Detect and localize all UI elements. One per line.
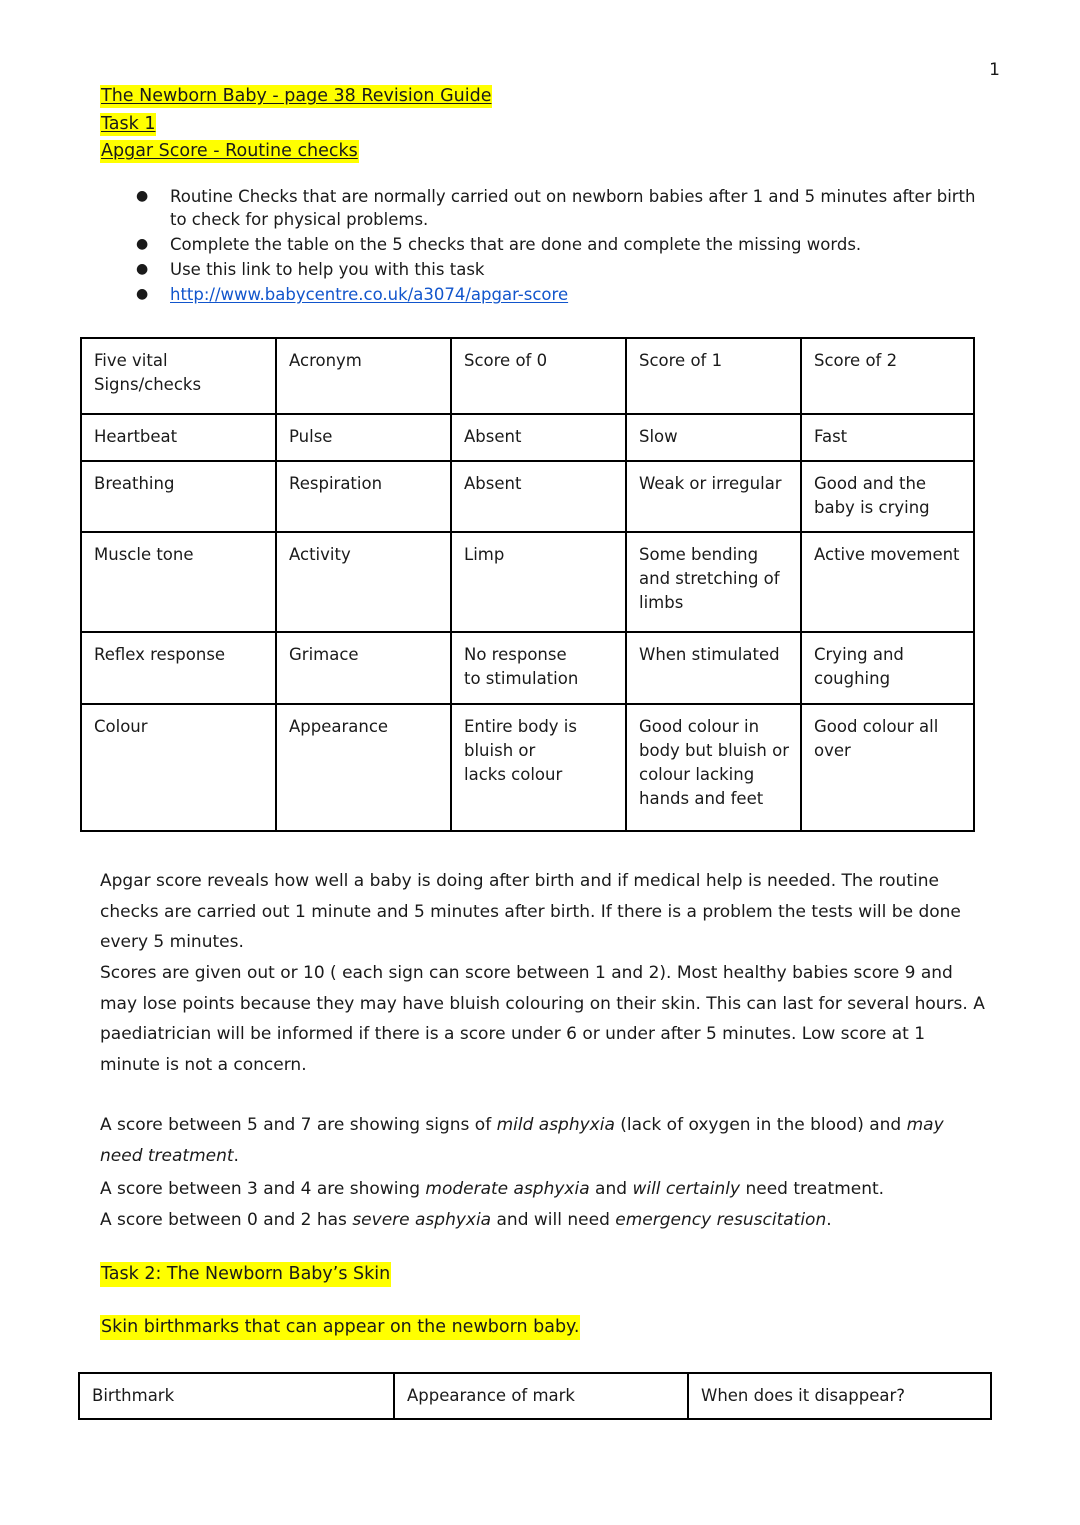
table-row: [81, 632, 974, 704]
cell-acronym: Activity: [276, 532, 451, 632]
cell-score-1: Weak or irregular: [626, 461, 801, 532]
cell-score-0: [451, 704, 626, 831]
document-title-text: The Newborn Baby - page 38 Revision Guide: [101, 86, 492, 106]
table-header-row: [79, 1373, 991, 1419]
column-header-disappear: When does it disappear?: [688, 1373, 991, 1419]
document-title: [100, 88, 980, 106]
column-header-score-1: Score of 1: [626, 338, 801, 414]
emphasis-mild-asphyxia: mild asphyxia: [496, 1115, 615, 1135]
bullet-icon: ●: [136, 236, 149, 252]
cell-score-0: Absent: [451, 414, 626, 461]
babycentre-apgar-link[interactable]: http://www.babycentre.co.uk/a3074/apgar-score: [170, 285, 569, 304]
list-item-text: Complete the table on the 5 checks that are done and complete the missing words.: [170, 235, 862, 254]
table-row: [81, 532, 974, 632]
paragraph-scoring-details: Scores are given out or 10 ( each sign can score between 1 and 2). Most healthy babies score 9 and may lose points because they may have bluish colouring on their skin. This can last for several hours. A paediatrician will be informed if there is a score under 6 or under after 5 minutes. Low score at 1 minute is not a concern.: [100, 963, 985, 1075]
bullet-icon: ●: [136, 188, 149, 204]
cell-line-1: No response: [464, 645, 567, 664]
cell-line-2: bluish or: [464, 741, 536, 760]
column-header-line-1: Five vital: [94, 351, 168, 370]
emphasis-will-certainly: will certainly: [632, 1179, 741, 1199]
paragraph-moderate-asphyxia: [100, 1174, 985, 1205]
text-part: and will need: [491, 1210, 616, 1230]
cell-score-2: Fast: [801, 414, 974, 461]
cell-score-2: Crying and coughing: [801, 632, 974, 704]
cell-sign: Breathing: [81, 461, 276, 532]
column-header-appearance: Appearance of mark: [394, 1373, 688, 1419]
task-1-heading-text: Task 1: [101, 113, 156, 134]
emphasis-moderate-asphyxia: moderate asphyxia: [425, 1179, 590, 1199]
task-2-subheading-text: Skin birthmarks that can appear on the newborn baby.: [100, 1315, 580, 1340]
cell-line-3: lacks colour: [464, 765, 563, 784]
table-row: [81, 414, 974, 461]
paragraph-severe-asphyxia: [100, 1205, 985, 1236]
cell-score-2: Good and the baby is crying: [801, 461, 974, 532]
cell-acronym: Grimace: [276, 632, 451, 704]
list-item: [100, 185, 990, 231]
birthmark-table: [78, 1372, 992, 1420]
text-part: (lack of oxygen in the blood) and: [614, 1115, 907, 1135]
column-header-acronym: Acronym: [276, 338, 451, 414]
cell-acronym: Pulse: [276, 414, 451, 461]
list-item-link: [100, 283, 990, 306]
emphasis-may-need-treatment: may need treatment: [100, 1115, 944, 1166]
text-part: need treatment.: [740, 1179, 885, 1199]
task-1-heading: [100, 113, 980, 134]
task-2-heading-text: Task 2: The Newborn Baby’s Skin: [100, 1262, 391, 1287]
cell-sign: Colour: [81, 704, 276, 831]
table-row: [81, 704, 974, 831]
text-part: A score between 0 and 2 has: [100, 1210, 353, 1230]
task-2-subheading: [100, 1319, 580, 1337]
column-header-score-0: Score of 0: [451, 338, 626, 414]
text-part: .: [826, 1210, 832, 1230]
text-part: .: [233, 1145, 239, 1166]
bullet-icon: ●: [136, 261, 149, 277]
cell-acronym: Appearance: [276, 704, 451, 831]
column-header-line-2: Signs/checks: [94, 375, 202, 394]
table-row: [81, 461, 974, 532]
cell-score-0: [451, 632, 626, 704]
paragraph-apgar-overview: Apgar score reveals how well a baby is doing after birth and if medical help is needed. The routine checks are carried out 1 minute and 5 minutes after birth. If there is a problem the tests will be done every 5 minutes.: [100, 871, 961, 952]
cell-score-2: Good colour all over: [801, 704, 974, 831]
cell-score-0: Absent: [451, 461, 626, 532]
paragraph-mild-asphyxia: [100, 1110, 985, 1171]
column-header-score-2: Score of 2: [801, 338, 974, 414]
text-part: A score between 3 and 4 are showing: [100, 1179, 426, 1199]
task-2-heading: [100, 1266, 391, 1284]
page-number: 1: [989, 60, 1000, 80]
list-item-text: Use this link to help you with this task: [170, 260, 485, 279]
text-part: A score between 5 and 7 are showing signs of: [100, 1115, 497, 1135]
apgar-score-table: [80, 337, 975, 832]
cell-sign: Heartbeat: [81, 414, 276, 461]
column-header-birthmark: Birthmark: [79, 1373, 394, 1419]
list-item: [100, 258, 990, 281]
cell-acronym: Respiration: [276, 461, 451, 532]
cell-score-1: Some bending and stretching of limbs: [626, 532, 801, 632]
list-item-text: Routine Checks that are normally carried out on newborn babies after 1 and 5 minutes after birth to check for physical problems.: [170, 187, 976, 229]
text-part: and: [589, 1179, 633, 1199]
apgar-score-heading-text: Apgar Score - Routine checks: [101, 141, 358, 161]
cell-score-2: Active movement: [801, 532, 974, 632]
bullet-icon: ●: [136, 286, 149, 302]
cell-sign: Muscle tone: [81, 532, 276, 632]
cell-line-1: Entire body is: [464, 717, 577, 736]
cell-sign: Reflex response: [81, 632, 276, 704]
heading-group: [100, 88, 980, 171]
column-header-vital-signs: [81, 338, 276, 414]
cell-score-1: Slow: [626, 414, 801, 461]
emphasis-emergency-resuscitation: emergency resuscitation: [615, 1210, 827, 1230]
list-item: [100, 233, 990, 256]
cell-line-2: to stimulation: [464, 669, 579, 688]
instructions-list: [100, 185, 990, 308]
cell-score-0: Limp: [451, 532, 626, 632]
apgar-score-heading: [100, 143, 980, 161]
table-header-row: [81, 338, 974, 414]
cell-score-1: Good colour in body but bluish or colour lacking hands and feet: [626, 704, 801, 831]
cell-score-1: When stimulated: [626, 632, 801, 704]
emphasis-severe-asphyxia: severe asphyxia: [352, 1210, 492, 1230]
